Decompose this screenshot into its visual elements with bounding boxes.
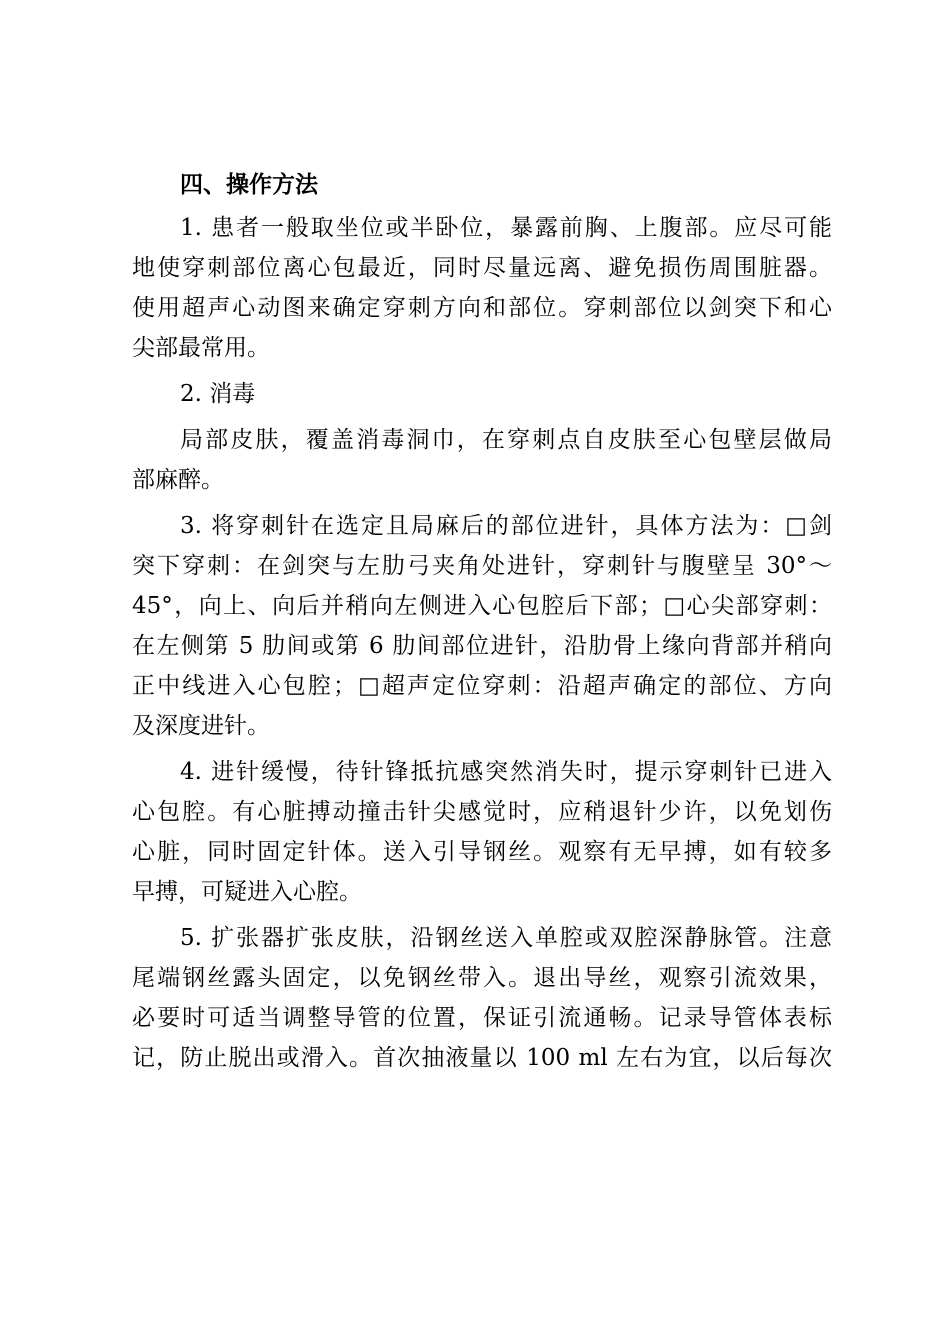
text-line: 45°，向上、向后并稍向左侧进入心包腔后下部；□心尖部穿刺：	[132, 593, 832, 619]
document-page	[132, 164, 832, 1084]
text-line: 记，防止脱出或滑入。首次抽液量以 100 ml 左右为宜，以后每次	[132, 1045, 832, 1071]
text-line: 正中线进入心包腔；□超声定位穿刺：沿超声确定的部位、方向	[132, 673, 832, 699]
text-line: 5. 扩张器扩张皮肤，沿钢丝送入单腔或双腔深静脉管。注意	[180, 925, 832, 951]
paragraph-3	[132, 420, 832, 500]
paragraph-6	[132, 918, 832, 1078]
text-line: 必要时可适当调整导管的位置，保证引流通畅。记录导管体表标	[132, 1005, 832, 1031]
paragraph-5	[132, 752, 832, 912]
text-line: 3. 将穿刺针在选定且局麻后的部位进针，具体方法为：□剑	[180, 513, 832, 539]
text-line: 尾端钢丝露头固定，以免钢丝带入。退出导丝，观察引流效果，	[132, 965, 832, 991]
paragraph-4	[132, 506, 832, 746]
text-line: 早搏，可疑进入心腔。	[132, 879, 362, 905]
paragraph-1	[132, 208, 832, 368]
text-line: 2. 消毒	[180, 381, 256, 407]
paragraph-2	[132, 374, 832, 414]
text-line: 在左侧第 5 肋间或第 6 肋间部位进针，沿肋骨上缘向背部并稍向	[132, 633, 832, 659]
text-line: 尖部最常用。	[132, 335, 270, 361]
text-line: 使用超声心动图来确定穿刺方向和部位。穿刺部位以剑突下和心	[132, 295, 832, 321]
text-line: 心脏，同时固定针体。送入引导钢丝。观察有无早搏，如有较多	[132, 839, 832, 865]
text-line: 4. 进针缓慢，待针锋抵抗感突然消失时，提示穿刺针已进入	[180, 759, 832, 785]
section-heading: 四、操作方法	[180, 171, 318, 198]
text-line: 部麻醉。	[132, 467, 224, 493]
text-line: 及深度进针。	[132, 713, 270, 739]
text-line: 心包腔。有心脏搏动撞击针尖感觉时，应稍退针少许，以免划伤	[132, 799, 832, 825]
text-line: 1. 患者一般取坐位或半卧位，暴露前胸、上腹部。应尽可能	[180, 215, 832, 241]
text-line: 局部皮肤，覆盖消毒洞巾，在穿刺点自皮肤至心包壁层做局	[180, 427, 832, 453]
text-line: 突下穿刺：在剑突与左肋弓夹角处进针，穿刺针与腹壁呈 30°～	[132, 553, 832, 579]
text-line: 地使穿刺部位离心包最近，同时尽量远离、避免损伤周围脏器。	[132, 255, 832, 281]
